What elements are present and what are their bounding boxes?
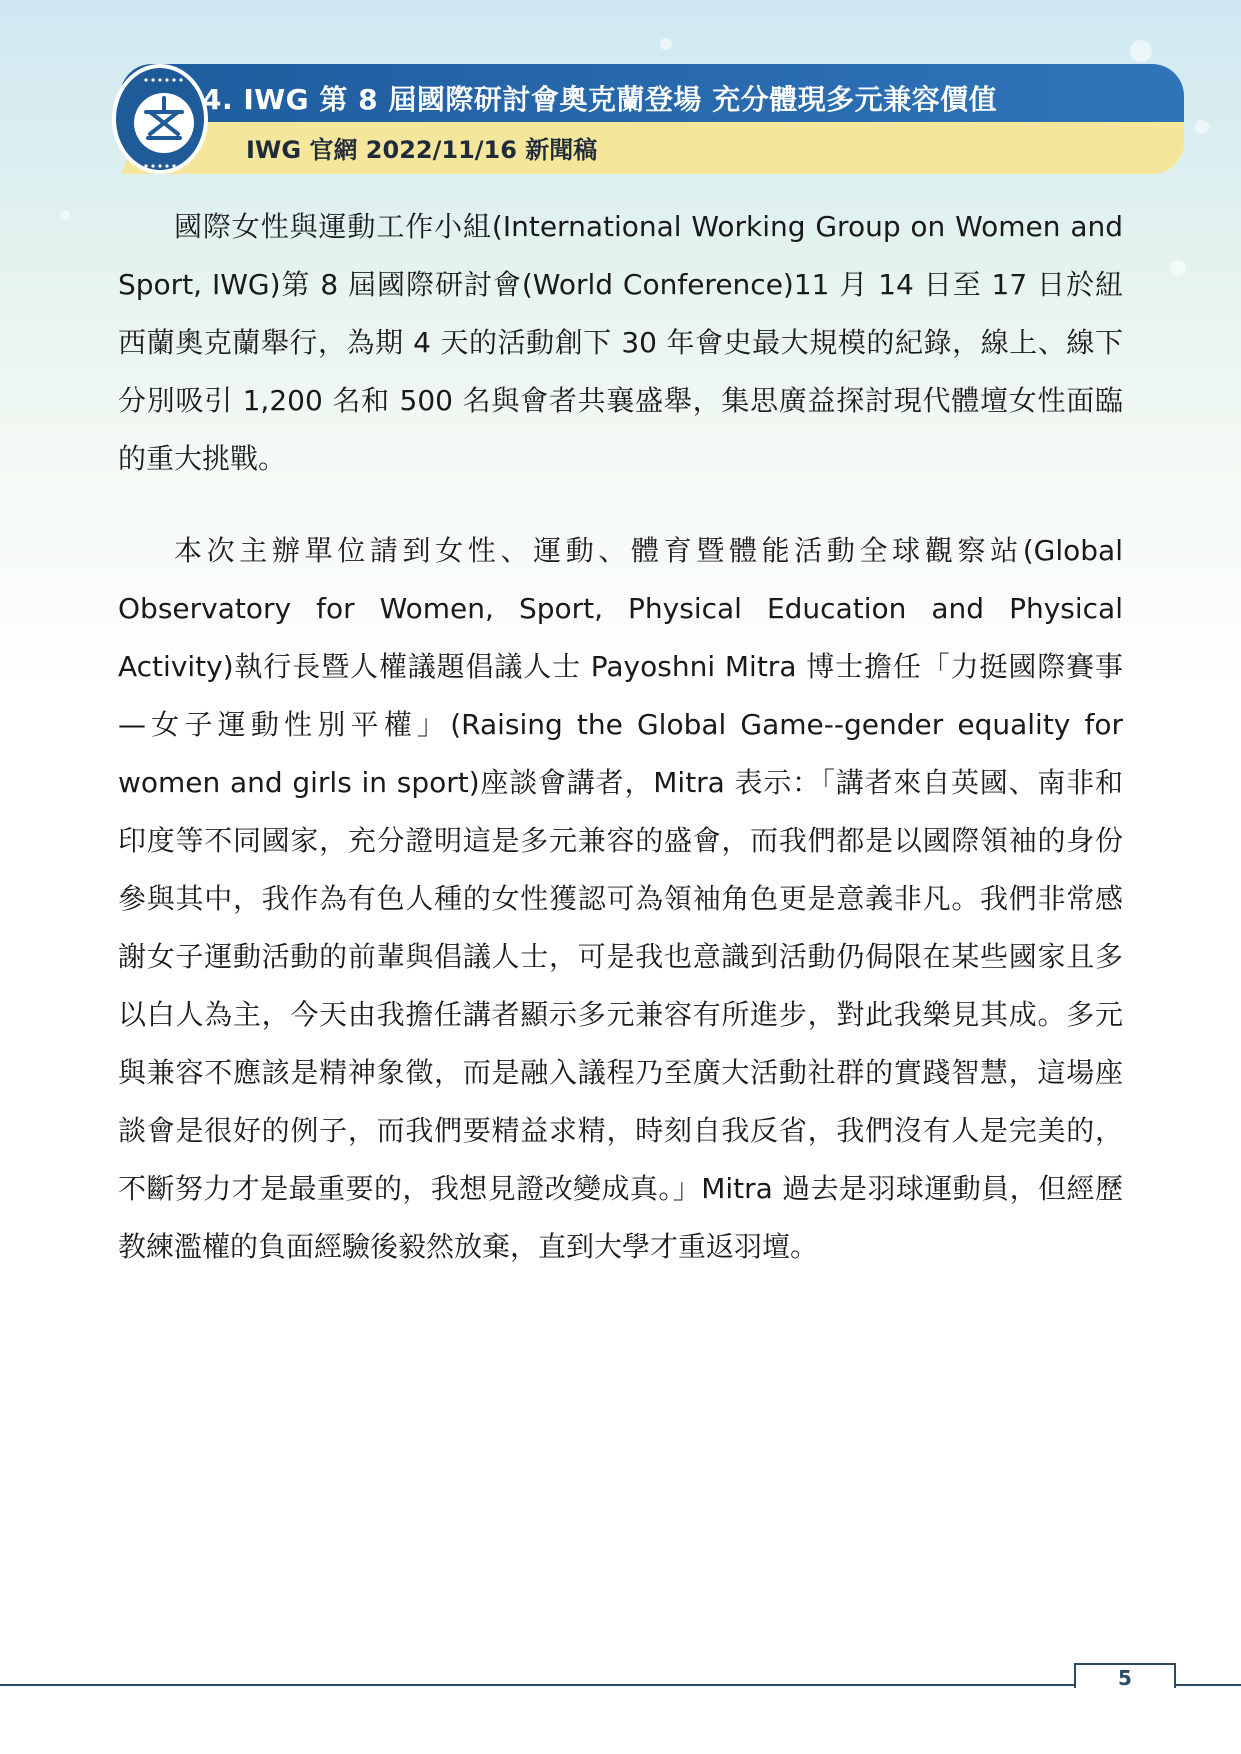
section-header-banner bbox=[92, 64, 1184, 174]
sports-administration-emblem-icon bbox=[112, 64, 208, 174]
background-bubble bbox=[1170, 260, 1186, 276]
footer-divider bbox=[0, 1684, 1241, 1686]
section-title: 4. IWG 第 8 屆國際研討會奧克蘭登場 充分體現多元兼容價值 bbox=[202, 83, 998, 116]
background-bubble bbox=[1195, 120, 1209, 134]
background-bubble bbox=[60, 210, 70, 220]
paragraph-intro: 國際女性與運動工作小組(International Working Group on Women and Sport, IWG)第 8 屆國際研討會(World Conference)11 月 14 日至 17 日於紐西蘭奧克蘭舉行，為期 4 天的活動創下 30 年會史最大規模的紀錄，線上、線下分別吸引 1,200 名和 500 名與會者共襄盛舉，集思廣益探討現代體壇女性面臨的重大挑戰。 bbox=[118, 210, 1123, 475]
paragraph-panel: 本次主辦單位請到女性、運動、體育暨體能活動全球觀察站(Global Observatory for Women, Sport, Physical Education and Physical Activity)執行長暨人權議題倡議人士 Payoshni Mitra 博士擔任「力挺國際賽事—女子運動性別平權」(Raising the Global Game--gender equality for women and girls in sport)座談會講者，Mitra 表示：「講者來自英國、南非和印度等不同國家，充分證明這是多元兼容的盛會，而我們都是以國際領袖的身份參與其中，我作為有色人種的女性獲認可為領袖角色更是意義非凡。我們非常感謝女子運動活動的前輩與倡議人士，可是我也意識到活動仍侷限在某些國家且多以白人為主，今天由我擔任講者顯示多元兼容有所進步，對此我樂見其成。多元與兼容不應該是精神象徵，而是融入議程乃至廣大活動社群的實踐智慧，這場座談會是很好的例子，而我們要精益求精，時刻自我反省，我們沒有人是完美的，不斷努力才是最重要的，我想見證改變成真。」Mitra 過去是羽球運動員，但經歷教練濫權的負面經驗後毅然放棄，直到大學才重返羽壇。 bbox=[118, 534, 1123, 1263]
article-body bbox=[118, 198, 1123, 1310]
section-subtitle: IWG 官網 2022/11/16 新聞稿 bbox=[246, 136, 598, 164]
background-bubble bbox=[660, 38, 672, 50]
background-bubble bbox=[1130, 40, 1152, 62]
page-number: 5 bbox=[1118, 1666, 1132, 1690]
